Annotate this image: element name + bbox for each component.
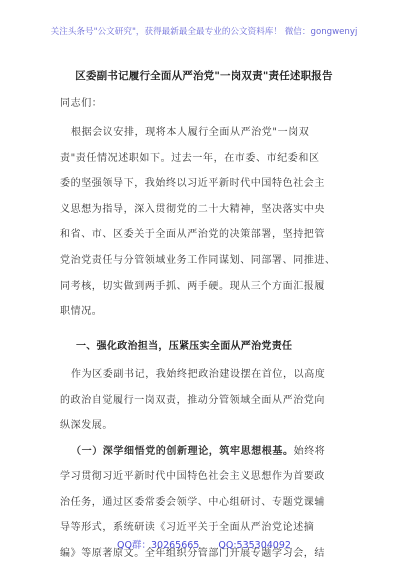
document-title: 区委副书记履行全面从严治党"一岗双责"责任述职报告 [75, 70, 333, 82]
paragraph-line: 责"责任情况述职如下。过去一年，在市委、市纪委和区 [60, 153, 320, 164]
footer-qq-group: QQ群：30265665 [117, 540, 200, 551]
paragraph-line: 和省、市、区委关于全面从严治党的决策部署，坚持把管 [60, 229, 325, 240]
paragraph-line: 导等形式，系统研读《习近平关于全面从严治党论述摘 [60, 522, 315, 533]
paragraph-line: 纵深发展。 [60, 420, 113, 431]
section-heading: 一、强化政治担当，压紧压实全面从严治党责任 [76, 341, 293, 352]
subsection-heading: （一）深学细悟党的创新理论，筑牢思想根基。 [71, 446, 294, 457]
paragraph-line: 的政治自觉履行一岗双责，推动分管领域全面从严治党向 [60, 395, 325, 406]
subsection-heading-tail: 始终将 [293, 446, 326, 457]
footer-qq: QQ:535304092 [218, 540, 291, 551]
paragraph-line: 职情况。 [60, 306, 103, 317]
paragraph-line: 根据会议安排，现将本人履行全面从严治党"一岗双 [71, 127, 310, 138]
footer-contact [0, 537, 408, 551]
paragraph-line: 治任务，通过区委常委会领学、中心组研讨、专题党课辅 [60, 497, 325, 508]
paragraph-line: 编》等原著原文。全年组织分管部门开展专题学习会，结 [60, 548, 325, 559]
paragraph-line: 义思想为指导，深入贯彻党的二十大精神，坚决落实中央 [60, 204, 325, 215]
header-promo-note: 关注头条号"公文研究"，获得最新最全最专业的公文资料库！ 微信：gongwenyj [50, 27, 358, 37]
paragraph-line [71, 446, 346, 458]
paragraph-line: 作为区委副书记，我始终把政治建设摆在首位，以高度 [71, 369, 326, 380]
salutation: 同志们： [60, 98, 103, 109]
paragraph-line: 同考核，切实做到两手抓、两手硬。现从三个方面汇报履 [60, 281, 325, 292]
paragraph-line: 学习贯彻习近平新时代中国特色社会主义思想作为首要政 [60, 471, 325, 482]
paragraph-line: 党治党责任与分管领域业务工作同谋划、同部署、同推进、 [60, 255, 336, 266]
paragraph-line: 委的坚强领导下，我始终以习近平新时代中国特色社会主 [60, 178, 325, 189]
